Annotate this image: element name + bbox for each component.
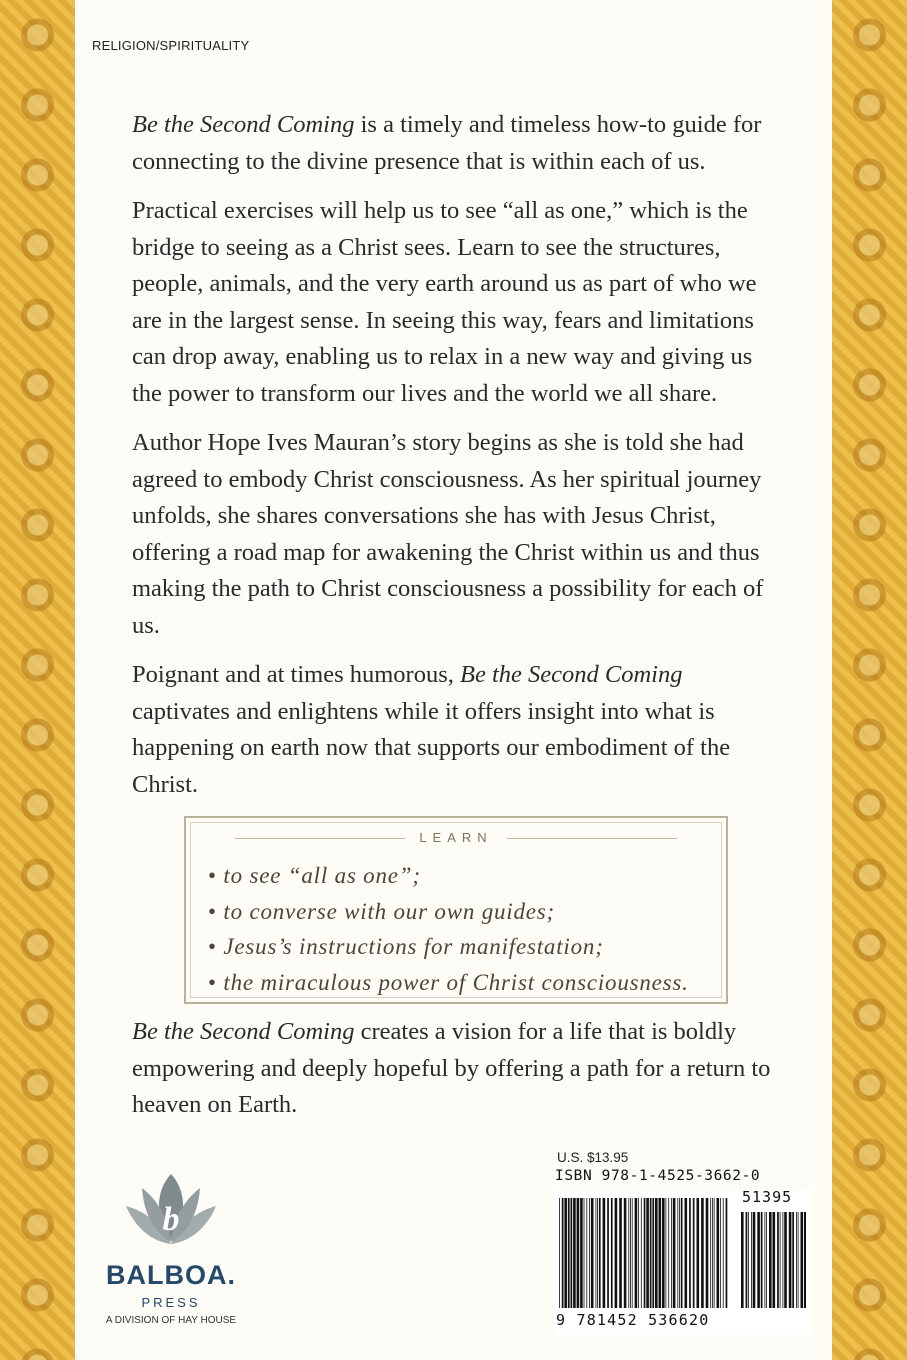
barcode-bar xyxy=(689,1198,691,1308)
barcode-bar xyxy=(777,1212,779,1308)
publisher-name: BALBOA. xyxy=(106,1260,236,1290)
barcode-bar xyxy=(666,1198,667,1308)
barcode xyxy=(558,1198,728,1308)
barcode-bar xyxy=(580,1198,583,1308)
barcode-bar xyxy=(798,1212,799,1308)
barcode-bar xyxy=(801,1212,804,1308)
barcode-bar xyxy=(783,1212,784,1308)
barcode-bar xyxy=(586,1198,587,1308)
barcode-bar xyxy=(769,1212,772,1308)
paragraph-1: Be the Second Coming is a timely and timeless how-to guide for connecting to the divine presence that is within each of us. xyxy=(132,111,762,175)
barcode-bar xyxy=(673,1198,676,1308)
left-ornamental-border xyxy=(0,0,75,1360)
barcode-bar xyxy=(655,1198,658,1308)
barcode-bar xyxy=(726,1198,728,1308)
price-label: U.S. $13.95 xyxy=(557,1150,629,1165)
barcode-bar xyxy=(615,1198,618,1308)
barcode-bar xyxy=(789,1212,792,1308)
barcode-bar xyxy=(611,1198,613,1308)
barcode-bar xyxy=(706,1198,709,1308)
barcode-digits: 9 781452 536620 xyxy=(556,1311,710,1329)
barcode-bar xyxy=(753,1212,756,1308)
book-title: Be the Second Coming xyxy=(132,1018,355,1045)
barcode-bar xyxy=(596,1198,597,1308)
paragraph-3: Author Hope Ives Mauran’s story begins as she is told she had agreed to embody Christ consciousness. As her spiritual journey unfolds, she shares conversations she has with Jesus Christ, offering a road map for awakening the Christ within us and thus making the path to Christ consciousness a possibility for each of us. xyxy=(132,429,764,639)
barcode-bar xyxy=(630,1198,631,1308)
barcode-bar xyxy=(701,1198,704,1308)
barcode-bar xyxy=(573,1198,576,1308)
barcode-bar xyxy=(603,1198,606,1308)
barcode-bar xyxy=(741,1212,744,1308)
barcode-bar xyxy=(641,1198,642,1308)
learn-list xyxy=(208,858,689,1000)
closing-text xyxy=(132,1014,782,1137)
barcode-bar xyxy=(619,1198,622,1308)
barcode-bar xyxy=(714,1198,715,1308)
list-item: • to see “all as one”; xyxy=(208,858,689,894)
barcode-bar xyxy=(681,1198,683,1308)
barcode-bar xyxy=(624,1198,627,1308)
barcode-bar xyxy=(628,1198,629,1308)
barcode-bar xyxy=(644,1198,646,1308)
description-text xyxy=(132,107,782,816)
barcode-bar xyxy=(646,1198,649,1308)
barcode-bar xyxy=(712,1198,713,1308)
barcode-bar xyxy=(748,1212,749,1308)
barcode-bar xyxy=(751,1212,752,1308)
barcode-bar xyxy=(685,1198,688,1308)
barcode-bar xyxy=(792,1212,794,1308)
addon-barcode xyxy=(740,1212,806,1308)
addon-digits: 51395 xyxy=(742,1188,793,1206)
barcode-bar xyxy=(679,1198,680,1308)
publisher-logo xyxy=(96,1168,246,1328)
book-title: Be the Second Coming xyxy=(132,111,355,138)
barcode-bar xyxy=(804,1212,806,1308)
barcode-bar xyxy=(773,1212,776,1308)
barcode-bar xyxy=(589,1198,590,1308)
right-ornamental-border xyxy=(832,0,907,1360)
paragraph-2: Practical exercises will help us to see “all as one,” which is the bridge to seeing as a Christ sees. Learn to see the structures, people, animals, and the very earth around us as part of who we are in the largest sense. In seeing this way, fears and limitations can drop away, enabling us to relax in a new way and giving us the power to transform our lives and the world we all share. xyxy=(132,197,757,407)
barcode-bar xyxy=(607,1198,609,1308)
barcode-bar xyxy=(559,1198,560,1308)
barcode-bar xyxy=(766,1212,767,1308)
barcode-bar xyxy=(720,1198,721,1308)
paragraph-5: Be the Second Coming creates a vision for a life that is boldly empowering and deeply hopeful by offering a path for a return to heaven on Earth. xyxy=(132,1018,771,1118)
barcode-bar xyxy=(668,1198,669,1308)
list-item: • Jesus’s instructions for manifestation; xyxy=(208,929,689,965)
barcode-bar xyxy=(650,1198,652,1308)
barcode-bar xyxy=(597,1198,598,1308)
barcode-bar xyxy=(765,1212,766,1308)
barcode-bar xyxy=(577,1198,580,1308)
barcode-bar xyxy=(723,1198,724,1308)
barcode-bar xyxy=(584,1198,585,1308)
barcode-bar xyxy=(635,1198,638,1308)
barcode-bar xyxy=(591,1198,594,1308)
barcode-bar xyxy=(780,1212,781,1308)
publisher-division: A DIVISION OF HAY HOUSE xyxy=(105,1315,237,1326)
barcode-bar xyxy=(562,1198,564,1308)
barcode-bar xyxy=(564,1198,567,1308)
isbn-label: ISBN 978-1-4525-3662-0 xyxy=(555,1168,761,1184)
barcode-bar xyxy=(571,1198,573,1308)
paragraph-4: Poignant and at times humorous, Be the Second Coming captivates and enlightens while it offers insight into what is happening on earth now that supports our embodiment of the Christ. xyxy=(132,661,731,798)
barcode-bar xyxy=(697,1198,700,1308)
learn-box xyxy=(184,816,728,1004)
barcode-bar xyxy=(761,1212,763,1308)
list-item: • to converse with our own guides; xyxy=(208,894,689,930)
category-label: RELIGION/SPIRITUALITY xyxy=(92,38,250,53)
barcode-bar xyxy=(796,1212,797,1308)
list-item: • the miraculous power of Christ consciousness. xyxy=(208,965,689,1001)
barcode-bar xyxy=(638,1198,639,1308)
barcode-area xyxy=(554,1190,810,1335)
logo-letter: b xyxy=(162,1201,180,1238)
lotus-icon xyxy=(116,1168,226,1258)
barcode-bar xyxy=(671,1198,672,1308)
barcode-bar xyxy=(632,1198,633,1308)
barcode-bar xyxy=(677,1198,678,1308)
publisher-press: PRESS xyxy=(141,1295,201,1310)
barcode-bar xyxy=(659,1198,662,1308)
barcode-bar xyxy=(599,1198,601,1308)
barcode-bar xyxy=(652,1198,654,1308)
barcode-bar xyxy=(784,1212,787,1308)
book-title: Be the Second Coming xyxy=(460,661,683,688)
barcode-bar xyxy=(568,1198,570,1308)
learn-heading: LEARN xyxy=(186,830,726,845)
barcode-bar xyxy=(746,1212,748,1308)
barcode-bar xyxy=(662,1198,665,1308)
barcode-bar xyxy=(717,1198,720,1308)
barcode-bar xyxy=(757,1212,760,1308)
barcode-bar xyxy=(693,1198,695,1308)
barcode-bar xyxy=(710,1198,711,1308)
